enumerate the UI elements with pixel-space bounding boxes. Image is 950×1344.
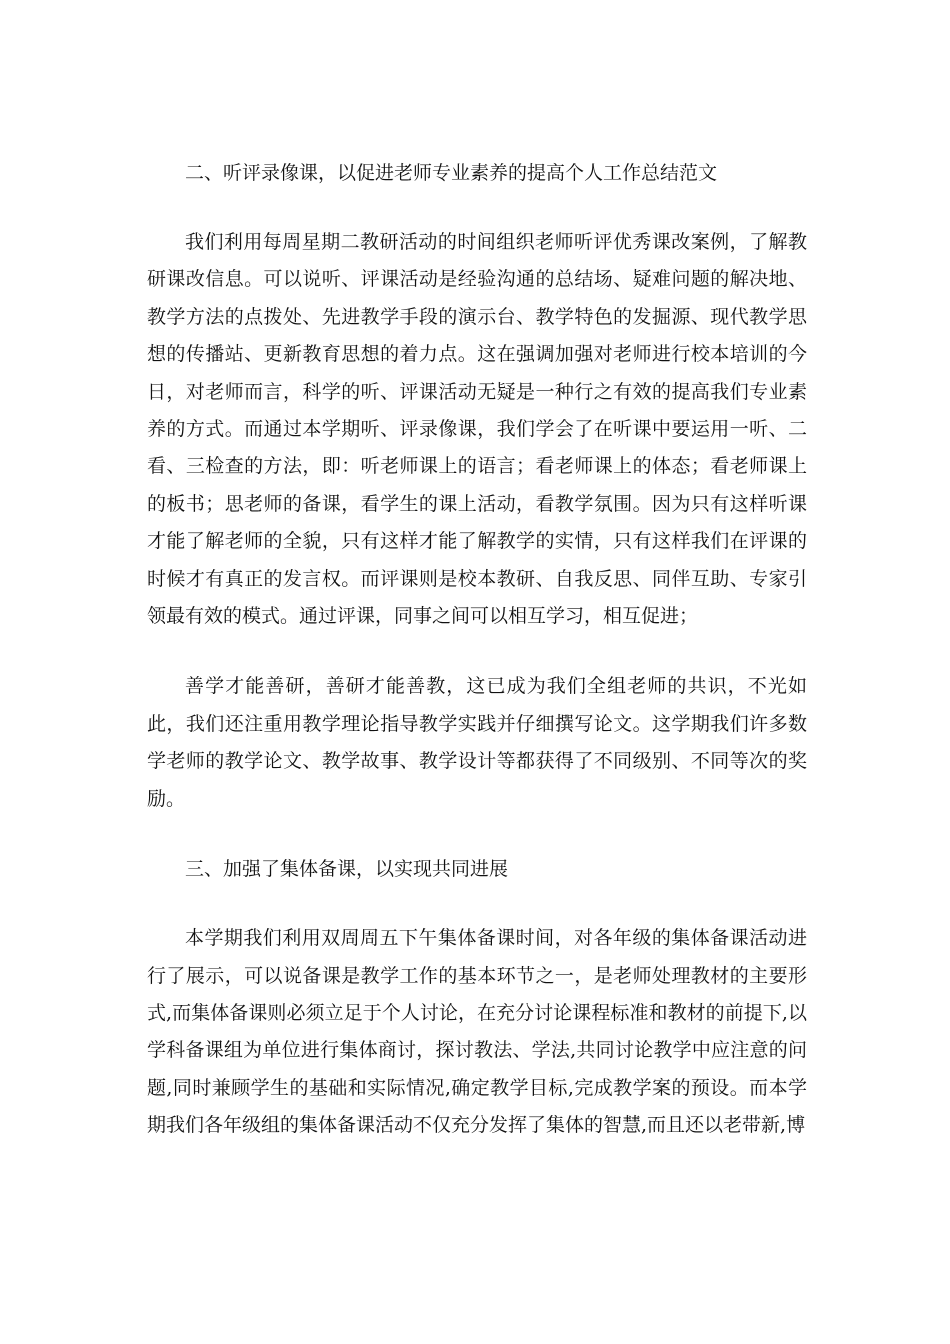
- paragraph-video-lesson-review: 我们利用每周星期二教研活动的时间组织老师听评优秀课改案例，了解教研课改信息。可以说听、评课活动是经验沟通的总结场、疑难问题的解决地、教学方法的点拨处、先进教学手段的演示台、教学特色的发掘源、现代教学思想的传播站、更新教育思想的着力点。这在强调加强对老师进行校本培训的今日，对老师而言，科学的听、评课活动无疑是一种行之有效的提高我们专业素养的方式。而通过本学期听、评录像课，我们学会了在听课中要运用一听、二看、三检查的方法，即：听老师课上的语言；看老师课上的体态；看老师课上的板书；思老师的备课，看学生的课上活动，看教学氛围。因为只有这样听课才能了解老师的全貌，只有这样才能了解教学的实情，只有这样我们在评课的时候才有真正的发言权。而评课则是校本教研、自我反思、同伴互助、专家引领最有效的模式。通过评课，同事之间可以相互学习，相互促进；: [147, 231, 807, 628]
- paragraph-collective-lesson-prep: 本学期我们利用双周周五下午集体备课时间，对各年级的集体备课活动进行了展示，可以说备课是教学工作的基本环节之一，是老师处理教材的主要形式,而集体备课则必须立足于个人讨论，在充分讨论课程标准和教材的前提下,以学科备课组为单位进行集体商讨，探讨教法、学法,共同讨论教学中应注意的问题,同时兼顾学生的基础和实际情况,确定教学目标,完成教学案的预设。而本学期我们各年级组的集体备课活动不仅充分发挥了集体的智慧,而且还以老带新,博: [147, 927, 807, 1137]
- section-heading-3: 三、加强了集体备课，以实现共同进展: [185, 858, 509, 881]
- spacer: [147, 818, 807, 851]
- section-heading-2: 二、听评录像课，以促进老师专业素养的提高个人工作总结范文: [185, 162, 718, 184]
- spacer: [147, 888, 807, 920]
- spacer: [147, 192, 807, 224]
- document-body: [147, 155, 807, 1145]
- paragraph-teaching-research: 善学才能善研，善研才能善教，这已成为我们全组老师的共识，不光如此，我们还注重用教学理论指导教学实践并仔细撰写论文。这学期我们许多数学老师的教学论文、教学故事、教学设计等都获得了不同级别、不同等次的奖励。: [147, 675, 807, 810]
- spacer: [147, 635, 807, 668]
